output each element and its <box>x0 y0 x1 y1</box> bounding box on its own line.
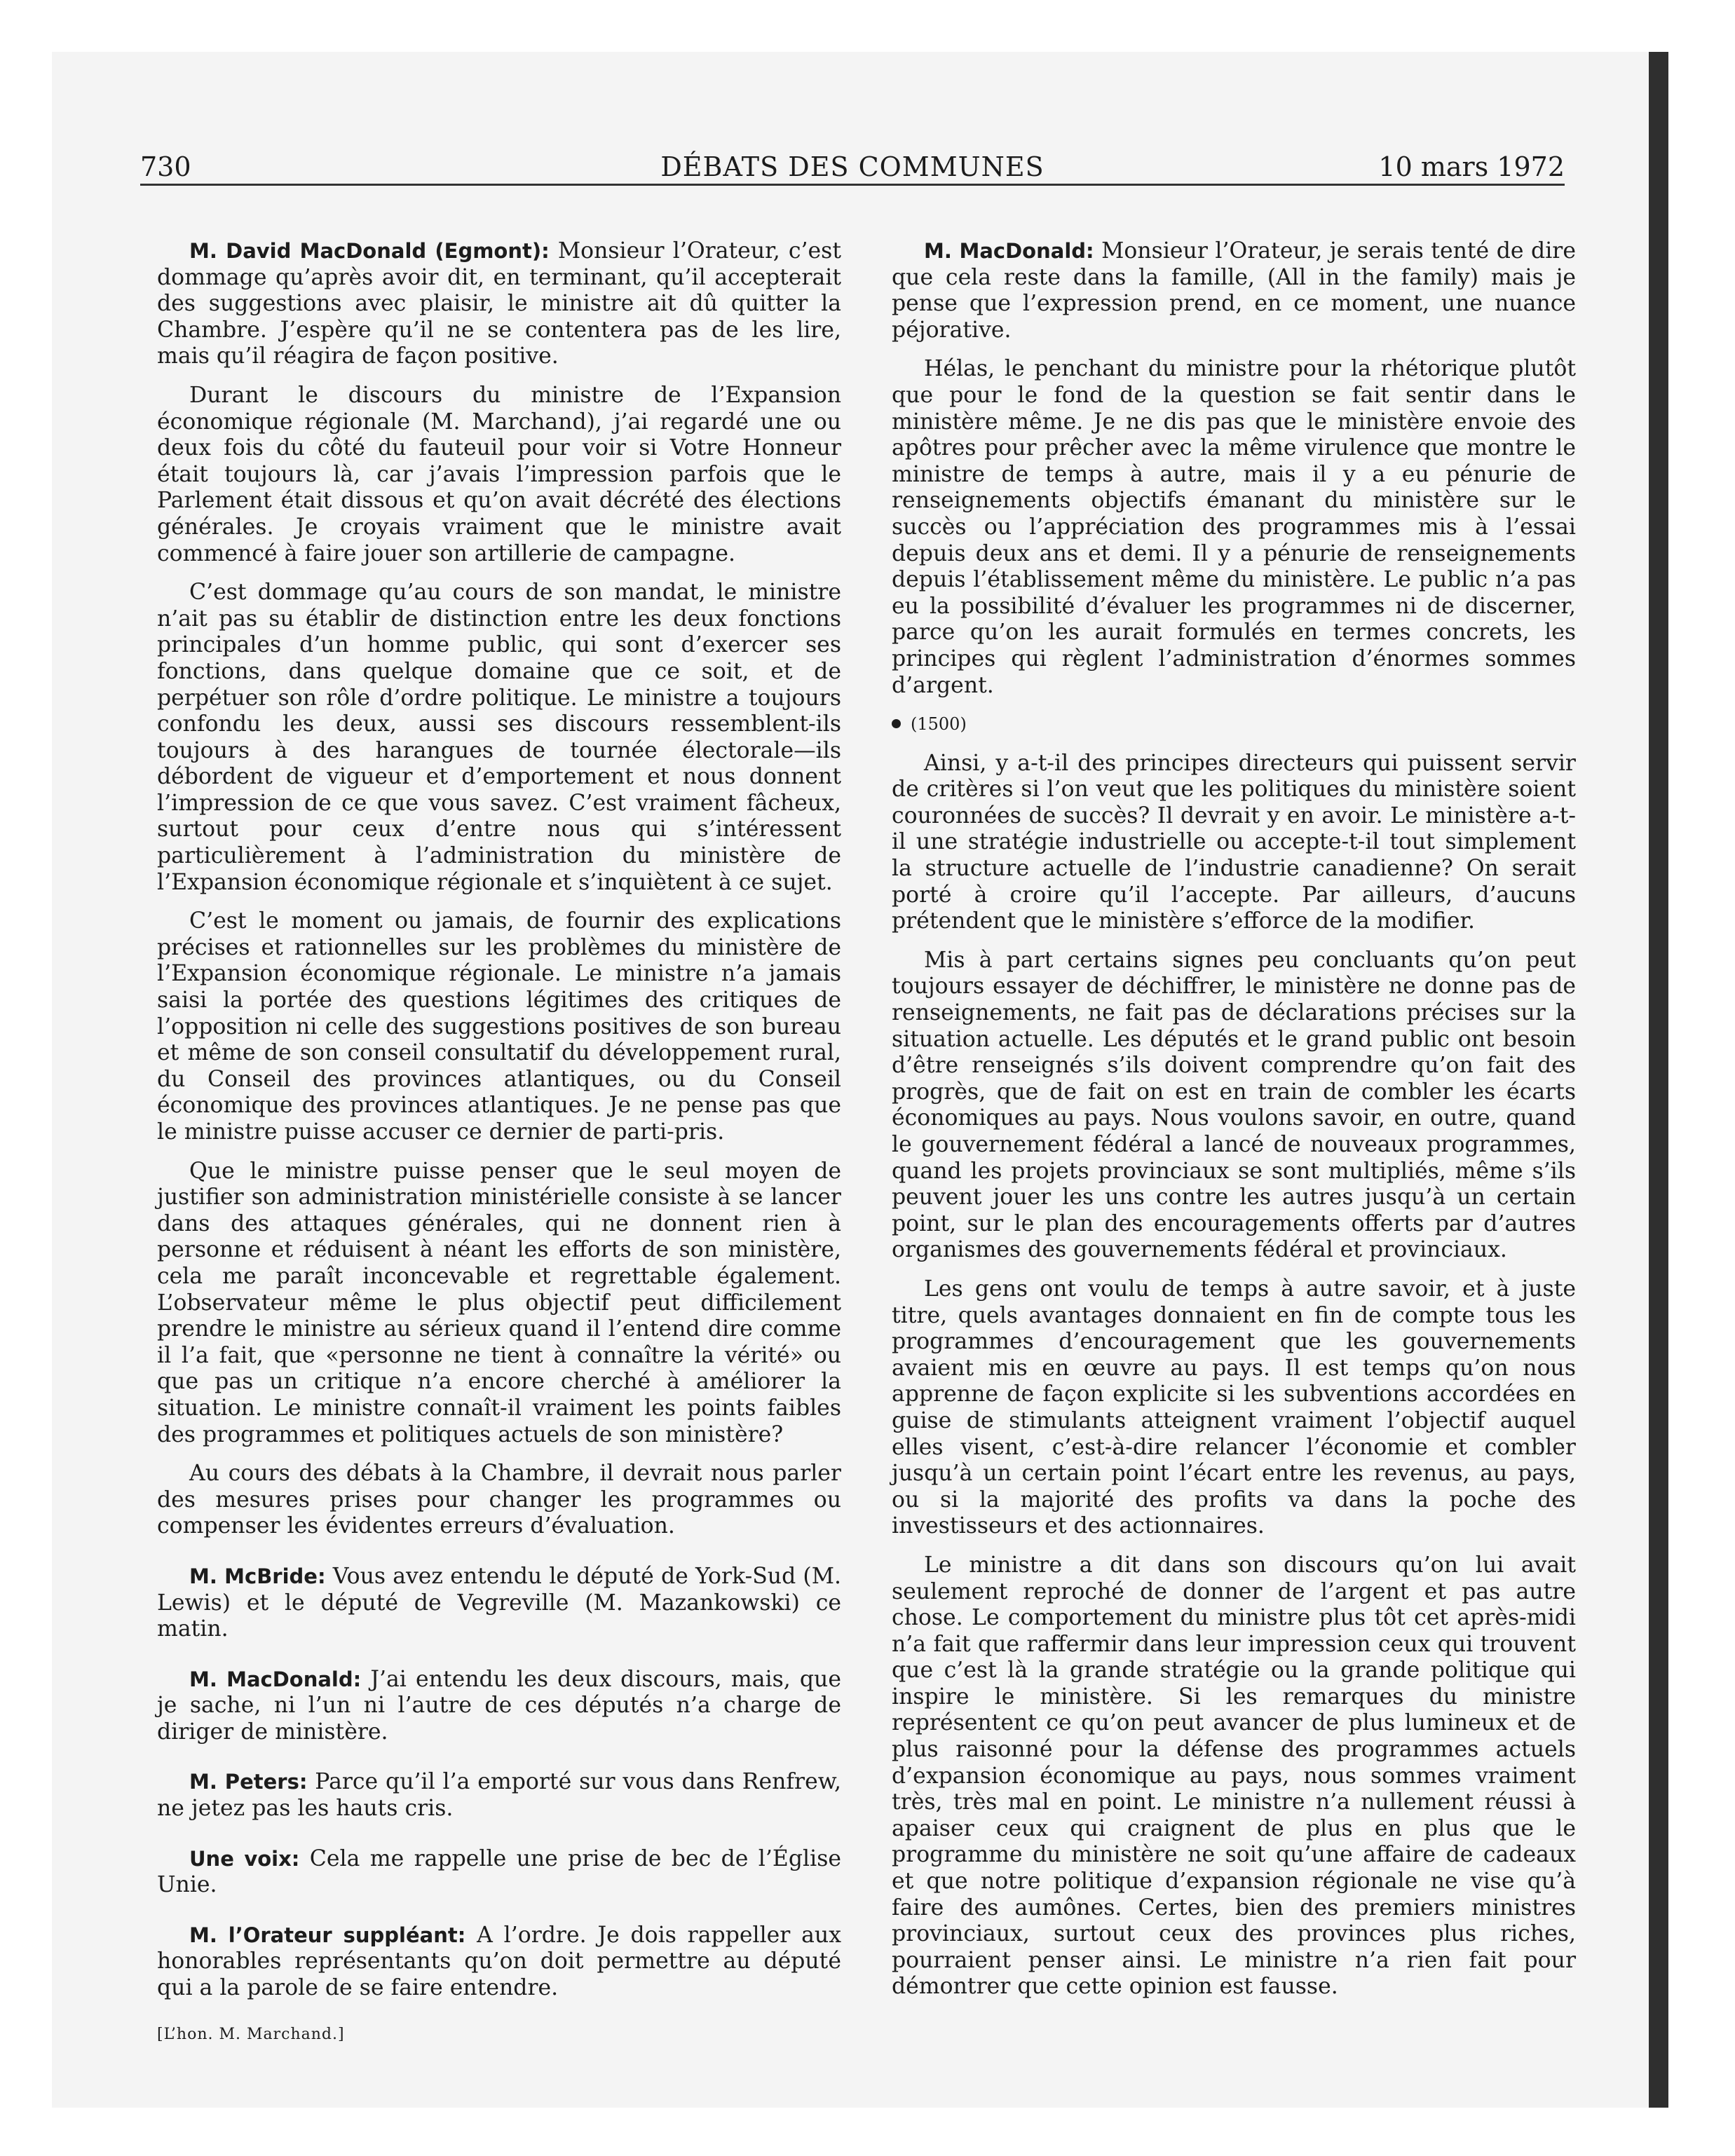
paragraph <box>892 238 1576 343</box>
speech-text: Parce qu’il l’a emporté sur vous dans Renfrew, ne jetez pas les hauts cris. <box>157 1769 841 1822</box>
paragraph <box>157 1846 841 1899</box>
speech-text: Vous avez entendu le député de York-Sud (M. Lewis) et le député de Vegreville (M. Mazankowski) ce matin. <box>157 1563 841 1642</box>
bullet-icon <box>892 719 901 728</box>
speaker-name: M. Peters: <box>189 1770 308 1794</box>
paragraph: Les gens ont voulu de temps à autre savoir, et à juste titre, quels avantages donnaient en fin de compte tous les programmes d’encouragement que les gouvernements avaient mis en œuvre au pays. Il est temps qu’on nous apprenne de façon explicite si les subventions accordées en guise de stimulants atteignent vraiment l’objectif auquel elles visent, c’est-à-dire relancer l’économie et combler jusqu’à un certain point l’écart entre les revenus, au pays, ou si la majorité des profits va dans la poche des investisseurs et des actionnaires. <box>892 1276 1576 1539</box>
time-marker-text: (1500) <box>911 714 967 735</box>
right-column <box>892 238 1576 2013</box>
paragraph <box>157 1667 841 1746</box>
paragraph: C’est le moment ou jamais, de fournir des explications précises et rationnelles sur les problèmes du ministère de l’Expansion économique régionale. Le ministre n’a jamais saisi la portée des questions légitimes des critiques de l’opposition ni celle des suggestions positives de son bureau et même de son conseil consultatif du développement rural, du Conseil des provinces atlantiques, ou du Conseil économique des provinces atlantiques. Je ne pense pas que le ministre puisse accuser ce dernier de parti-pris. <box>157 908 841 1145</box>
speech-text: J’ai entendu les deux discours, mais, que je sache, ni l’un ni l’autre de ces députés n’a charge de diriger de ministère. <box>157 1666 841 1745</box>
paragraph: Durant le discours du ministre de l’Expansion économique régionale (M. Marchand), j’ai regardé une ou deux fois du côté du fauteuil pour voir si Votre Honneur était toujours là, car j’avais l’impression parfois que le Parlement était dissous et qu’on avait décrété des élections générales. Je croyais vraiment que le ministre avait commencé à faire jouer son artillerie de campagne. <box>157 382 841 566</box>
speech-text: Monsieur l’Orateur, je serais tenté de dire que cela reste dans la famille, (All in the family) mais je pense que l’expression prend, en ce moment, une nuance péjorative. <box>892 238 1576 343</box>
page-number: 730 <box>140 151 191 182</box>
speaker-name: M. David MacDonald (Egmont): <box>189 239 550 263</box>
paragraph: Hélas, le penchant du ministre pour la rhétorique plutôt que pour le fond de la question se fait sentir dans le ministère même. Je ne dis pas que le ministère envoie des apôtres pour prêcher avec la même virulence que montre le ministre de temps à autre, mais il y a eu pénurie de renseignements objectifs émanant du ministère sur le succès ou l’appréciation des programmes mis à l’essai depuis deux ans et demi. Il y a pénurie de renseignements depuis l’établissement même du ministère. Le public n’a pas eu la possibilité d’évaluer les programmes ni de discerner, parce qu’on les aurait formulés en termes concrets, les principes qui règlent l’administration d’énormes sommes d’argent. <box>892 356 1576 698</box>
paragraph <box>157 1564 841 1643</box>
speaker-name: M. McBride: <box>189 1564 326 1588</box>
paragraph <box>157 1923 841 2002</box>
paragraph: Le ministre a dit dans son discours qu’on lui avait seulement reproché de donner de l’argent et pas autre chose. Le comportement du ministre plus tôt cet après-midi n’a fait que raffermir dans leur impression ceux qui trouvent que c’est là la grande stratégie ou la grande politique qui inspire le ministère. Si les remarques du ministre représentent ce qu’on peut avancer de plus lumineux et de plus raisonné pour la défense des programmes actuels d’expansion économique au pays, nous sommes vraiment très, très mal en point. Le ministre n’a nullement réussi à apaiser ceux qui craignent de plus en plus que le programme du ministère ne soit qu’une affaire de cadeaux et que notre politique d’expansion régionale ne vise qu’à faire des aumônes. Certes, bien des premiers ministres provinciaux, surtout ceux des provinces plus riches, pourraient penser ainsi. Le ministre n’a rien fait pour démontrer que cette opinion est fausse. <box>892 1552 1576 2000</box>
left-column <box>157 238 841 2060</box>
paragraph: Mis à part certains signes peu concluants qu’on peut toujours essayer de déchiffrer, le ministère ne donne pas de renseignements, ne fait pas de déclarations précises sur la situation actuelle. Les députés et le grand public ont besoin d’être renseignés s’ils doivent comprendre qu’on fait des progrès, que de fait on est en train de combler les écarts économiques au pays. Nous voulons savoir, en outre, quand le gouvernement fédéral a lancé de nouveaux programmes, quand les projets provinciaux se sont multipliés, même s’ils peuvent jouer les uns contre les autres jusqu’à un certain point, sur le plan des encouragements offerts par d’autres organismes des gouvernements fédéral et provinciaux. <box>892 947 1576 1263</box>
speech-text: Cela me rappelle une prise de bec de l’Église Unie. <box>157 1845 842 1898</box>
scan-edge-strip <box>1649 52 1668 2108</box>
page-date: 10 mars 1972 <box>1378 151 1565 182</box>
speech-text: Monsieur l’Orateur, c’est dommage qu’après avoir dit, en terminant, qu’il accepterait des suggestions avec plaisir, le ministre ait dû quitter la Chambre. J’espère qu’il ne se contentera pas de les lire, mais qu’il réagira de façon positive. <box>157 238 842 369</box>
speaker-name: M. l’Orateur suppléant: <box>189 1923 466 1947</box>
speaker-name: Une voix: <box>189 1846 300 1871</box>
paragraph: Que le ministre puisse penser que le seul moyen de justifier son administration ministérielle consiste à se lancer dans des attaques générales, qui ne donnent rien à personne et réduisent à néant les efforts de son ministère, cela me paraît inconcevable et regrettable également. L’observateur même le plus objectif peut difficilement prendre le ministre au sérieux quand il l’entend dire comme il l’a fait, que «personne ne tient à connaître la vérité» ou que pas un critique n’a encore cherché à améliorer la situation. Le ministre connaît-il vraiment les points faibles des programmes et politiques actuels de son ministère? <box>157 1158 841 1447</box>
paragraph: Au cours des débats à la Chambre, il devrait nous parler des mesures prises pour changer les programmes ou compenser les évidentes erreurs d’évaluation. <box>157 1461 841 1539</box>
paragraph: Ainsi, y a-t-il des principes directeurs qui puissent servir de critères si l’on veut que les politiques du ministère soient couronnées de succès? Il devrait y en avoir. Le ministère a-t-il une stratégie industrielle ou accepte-t-il tout simplement la structure actuelle de l’industrie canadienne? On serait porté à croire qu’il l’accepte. Par ailleurs, d’aucuns prétendent que le ministère s’efforce de la modifier. <box>892 750 1576 934</box>
paragraph: C’est dommage qu’au cours de son mandat, le ministre n’ait pas su établir de distinction entre les deux fonctions principales d’un homme public, qui sont d’exercer ses fonctions, dans quelque domaine que ce soit, et de perpétuer son rôle d’ordre politique. Le ministre a toujours confondu les deux, aussi ses discours ressemblent-ils toujours à des harangues de tournée électorale—ils débordent de vigueur et d’emportement et nous donnent l’impression de ce que vous savez. C’est vraiment fâcheux, surtout pour ceux d’entre nous qui s’intéressent particulièrement à l’administration du ministère de l’Expansion économique régionale et s’inquiètent à ce sujet. <box>157 580 841 895</box>
speech-text: A l’ordre. Je dois rappeller aux honorables représentants qu’on doit permettre au député qui a la parole de se faire entendre. <box>157 1922 841 2001</box>
speaker-name: M. MacDonald: <box>189 1667 362 1691</box>
paragraph <box>157 238 841 370</box>
speaker-footnote: [L’hon. M. Marchand.] <box>157 2025 345 2043</box>
speaker-name: M. MacDonald: <box>924 239 1094 263</box>
time-marker <box>892 711 1576 738</box>
publication-title: DÉBATS DES COMMUNES <box>660 151 1045 182</box>
paragraph <box>157 1769 841 1822</box>
page-header <box>140 150 1565 186</box>
